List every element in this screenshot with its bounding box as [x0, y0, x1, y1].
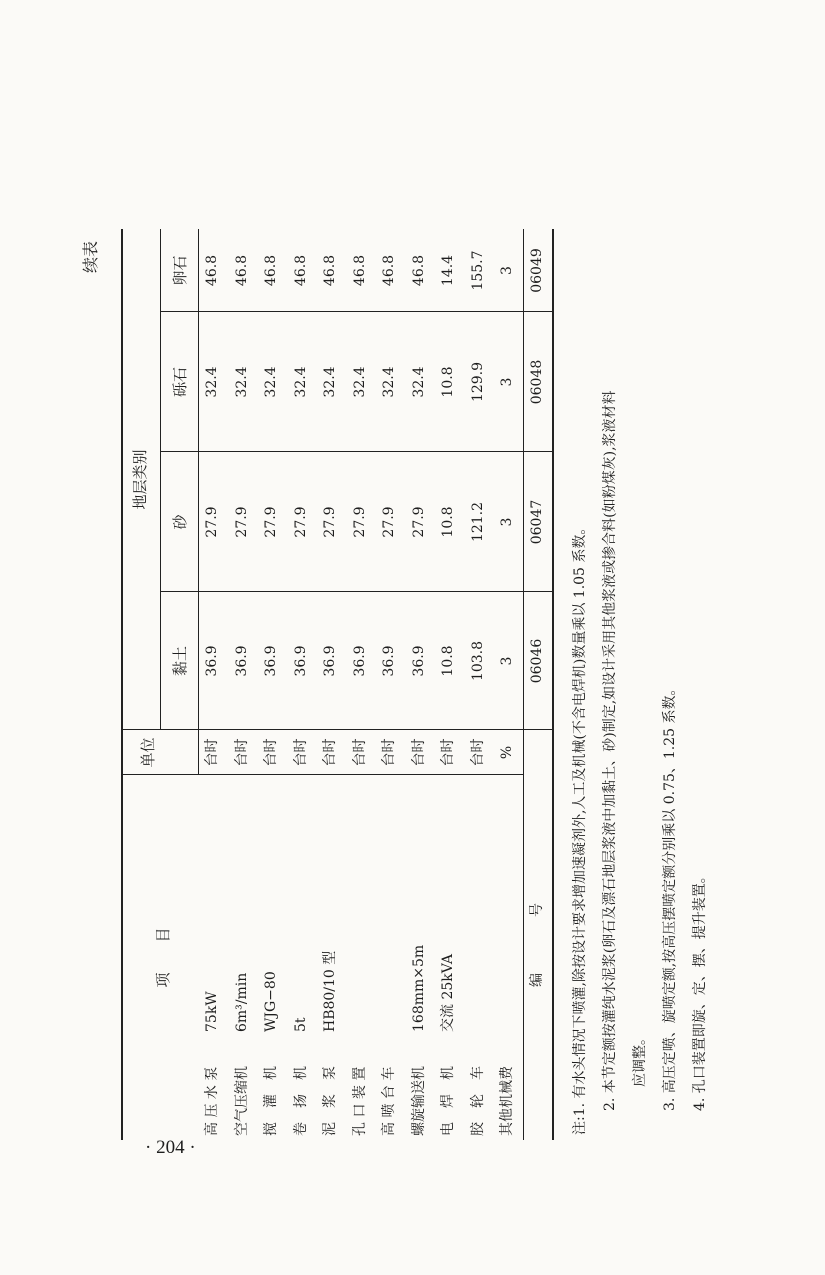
row-value: 46.8 [351, 254, 368, 287]
row-value: 46.8 [233, 254, 250, 287]
row-name: 其他机械费 [499, 1066, 515, 1136]
page-number: · 204 · [145, 1137, 196, 1158]
notes-section [570, 205, 720, 1135]
row-value: 32.4 [204, 366, 220, 398]
row-unit: 台时 [292, 738, 309, 767]
row-value: 32.4 [351, 366, 368, 398]
row-name: 卷 扬 机 [292, 1066, 309, 1136]
row-name: 孔 口 装 置 [351, 1066, 368, 1136]
row-value: 32.4 [322, 366, 338, 398]
row-spec: HB80/10 型 [322, 950, 338, 1032]
row-name: 胶 轮 车 [469, 1066, 486, 1136]
row-value: 36.9 [322, 645, 338, 677]
row-name: 空气压缩机 [233, 1066, 250, 1136]
header-item: 项 目 [154, 927, 172, 988]
header-stratum-group: 地层类别 [131, 449, 149, 510]
row-name: 高 压 水 泵 [204, 1066, 220, 1136]
row-value: 46.8 [204, 254, 220, 287]
note-line: 2. 本节定额按灌纯水泥浆(卵石及漂石地层浆液中加黏土、砂)制定,如设计采用其他浆液或掺合料(如粉煤灰),浆液材料 [602, 390, 618, 1111]
row-value: 27.9 [204, 506, 220, 538]
code-label: 编 号 [528, 903, 545, 987]
row-value: 27.9 [263, 506, 279, 538]
row-value: 46.8 [322, 254, 338, 287]
header-column-4: 卵石 [171, 255, 189, 286]
row-value: 3 [499, 377, 515, 387]
row-value: 36.9 [351, 645, 368, 677]
row-value: 3 [499, 266, 515, 275]
header-column-2: 砂 [171, 514, 189, 530]
row-value: 32.4 [381, 366, 397, 398]
row-name: 高 喷 台 车 [381, 1066, 397, 1136]
row-spec: 交流 25kVA [440, 953, 456, 1032]
row-value: 32.4 [233, 366, 250, 398]
header-column-1: 黏土 [171, 646, 189, 677]
row-spec: WJG−80 [263, 971, 279, 1032]
row-name: 电 焊 机 [440, 1066, 456, 1136]
code-value: 06047 [528, 499, 545, 545]
row-unit: % [499, 745, 515, 760]
row-value: 10.8 [440, 506, 456, 538]
row-name: 泥 浆 泵 [322, 1066, 338, 1136]
row-value: 27.9 [233, 506, 250, 538]
row-spec: 6m³/min [233, 972, 250, 1032]
table-bottom-rule [552, 229, 554, 1140]
row-value: 121.2 [469, 501, 486, 543]
row-value: 103.8 [469, 640, 486, 682]
row-name: 螺旋输送机 [410, 1066, 427, 1136]
row-unit: 台时 [381, 738, 397, 767]
continued-label: 续表 [81, 240, 100, 273]
row-value: 27.9 [410, 506, 427, 538]
row-unit: 台时 [263, 738, 279, 767]
row-value: 36.9 [233, 645, 250, 677]
row-unit: 台时 [410, 738, 427, 767]
row-value: 129.9 [469, 361, 486, 403]
code-value: 06048 [528, 359, 545, 405]
row-value: 36.9 [204, 645, 220, 677]
row-value: 27.9 [322, 506, 338, 538]
row-value: 46.8 [381, 254, 397, 287]
table-top-rule [121, 229, 123, 1140]
row-value: 3 [499, 517, 515, 527]
note-line: 3. 高压定喷、旋喷定额,按高压摆喷定额分别乘以 0.75、1.25 系数。 [662, 681, 678, 1111]
row-value: 46.8 [292, 254, 309, 287]
group-rule [160, 229, 161, 730]
row-value: 36.9 [410, 645, 427, 677]
row-unit: 台时 [351, 738, 368, 767]
row-value: 36.9 [292, 645, 309, 677]
row-value: 27.9 [381, 506, 397, 538]
row-unit: 台时 [469, 738, 486, 767]
row-value: 32.4 [263, 366, 279, 398]
row-spec: 168mm×5m [410, 944, 427, 1032]
note-line: 应调整。 [632, 1031, 648, 1087]
row-value: 3 [499, 656, 515, 666]
code-value: 06046 [528, 638, 545, 684]
row-value: 27.9 [292, 506, 309, 538]
row-value: 32.4 [292, 366, 309, 398]
header-unit: 单位 [139, 737, 157, 768]
row-spec: 5t [292, 1017, 309, 1032]
row-unit: 台时 [440, 738, 456, 767]
row-name: 搅 灌 机 [263, 1066, 279, 1136]
row-value: 10.8 [440, 366, 456, 398]
row-unit: 台时 [233, 738, 250, 767]
code-value: 06049 [528, 248, 545, 293]
row-unit: 台时 [204, 738, 220, 767]
header-column-3: 砾石 [171, 367, 189, 398]
row-value: 46.8 [263, 254, 279, 287]
row-value: 36.9 [381, 645, 397, 677]
row-value: 46.8 [410, 254, 427, 287]
note-line: 4. 孔口装置即旋、定、摆、提升装置。 [692, 869, 708, 1111]
row-value: 155.7 [469, 250, 486, 291]
row-value: 27.9 [351, 506, 368, 538]
row-unit: 台时 [322, 738, 338, 767]
row-spec: 75kW [204, 991, 220, 1032]
row-value: 14.4 [440, 254, 456, 287]
row-value: 36.9 [263, 645, 279, 677]
rotated-page-content [81, 200, 775, 1140]
row-value: 10.8 [440, 645, 456, 677]
row-value: 32.4 [410, 366, 427, 398]
note-line: 注:1. 有水头情况下喷灌,除按设计要求增加速凝剂外,人工及机械(不含电焊机)数量乘以 1.05 系数。 [572, 520, 588, 1135]
